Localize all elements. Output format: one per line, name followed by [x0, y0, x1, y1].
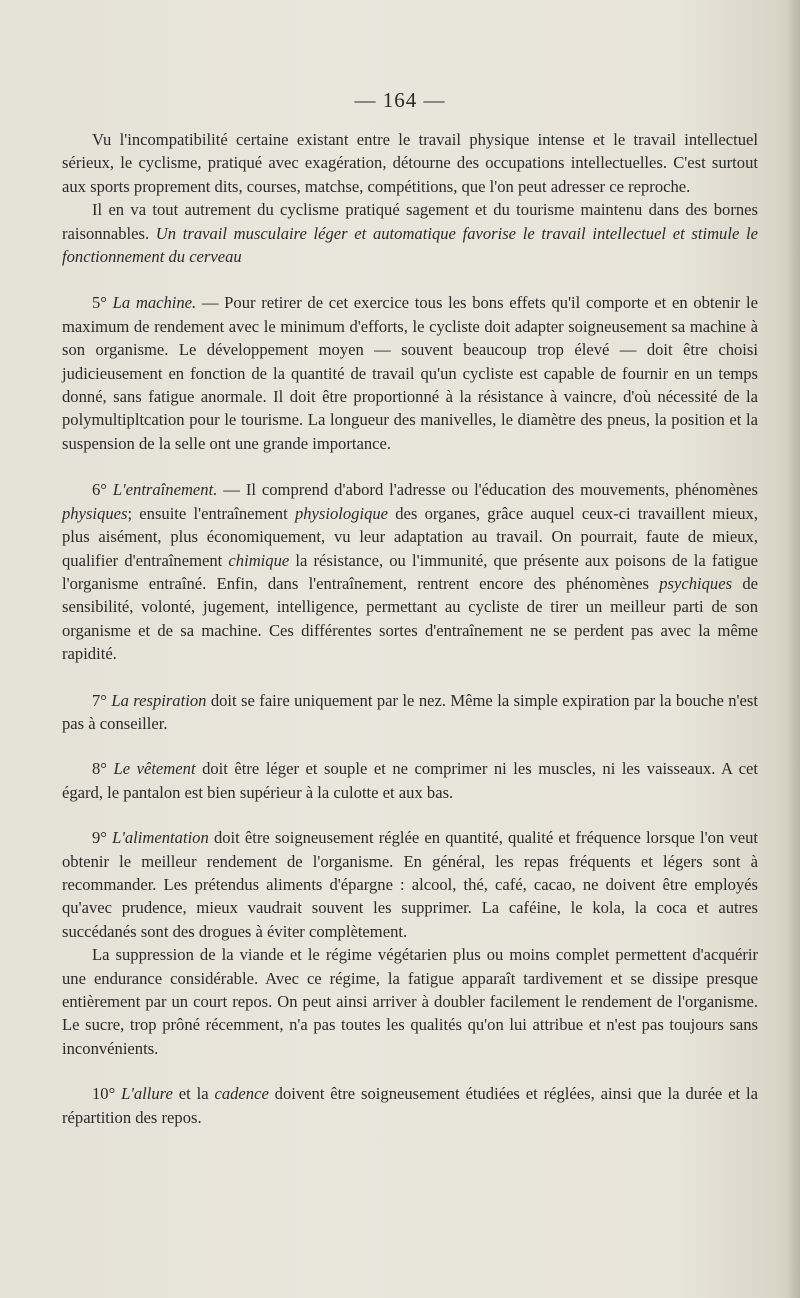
paragraph-tourisme	[62, 198, 758, 268]
page-edge-shadow	[786, 0, 800, 1298]
text-run: Vu l'incompatibilité certaine existant entre le travail physique intense et le travail intellectuel sérieux, le cyclisme, pratiqué avec exagération, détourne des occupations intellectuelles. C'est surtout aux sports proprement dits, courses, matchse, compétitions, que l'on peut adresser ce reproche.	[62, 130, 758, 196]
text-run: et la	[172, 1084, 215, 1104]
italic-text: chimique	[228, 550, 290, 570]
italic-text: La respiration	[111, 690, 207, 710]
text-run: — Pour retirer de cet exercice tous les bons effets qu'il comporte et en obtenir le maximum de rendement avec le minimum d'efforts, le cycliste doit adapter soigneusement sa machine à son organisme. Le développement moyen — souvent beaucoup trop élevé — doit être choisi judicieusement en fonction de la quantité de travail qu'un cycliste est capable de fournir en un temps donné, sans fatigue anormale. Il doit être proportionné à la résistance à vaincre, d'où nécessité de la polymultipltcation pour le tourisme. La longueur des manivelles, le diamètre des pneus, la position et la suspension de la selle ont une grande importance.	[62, 293, 758, 453]
text-run: 8°	[92, 759, 114, 779]
text-run: — Il comprend d'abord l'adresse ou l'éducation des mouvements, phénomènes	[217, 480, 758, 500]
italic-text: Un travail musculaire léger et automatique favorise le travail intellectuel et stimule le fonctionnement du cerveau	[62, 223, 758, 267]
paragraph-incompatibility	[62, 128, 758, 198]
text-run: 10°	[92, 1084, 122, 1104]
italic-text: physiques	[62, 503, 128, 523]
paragraph-respiration	[62, 689, 758, 736]
text-run: de sensibilité, volonté, jugement, intelligence, permettant au cycliste de tirer un meilleur parti de son organisme et de sa machine. Ces différentes sortes d'entraînement ne se perdent pas avec la même rapidité.	[62, 573, 758, 664]
paragraph-regime-vegetarien	[62, 943, 758, 1060]
italic-text: physiologique	[294, 503, 389, 523]
italic-text: cadence	[214, 1084, 269, 1104]
italic-text: L'entraînement.	[112, 480, 218, 500]
text-run: 9°	[92, 828, 113, 848]
paragraph-vetement	[62, 757, 758, 804]
text-run: 5°	[92, 293, 113, 313]
italic-text: psychiques	[659, 573, 733, 593]
text-run: 7°	[92, 690, 112, 710]
paragraph-alimentation	[62, 826, 758, 943]
text-run: doit être léger et souple et ne comprimer ni les muscles, ni les vaisseaux. A cet égard, le pantalon est bien supérieur à la culotte et aux bas.	[62, 759, 758, 802]
text-run: 6°	[92, 480, 113, 500]
italic-text: L'alimentation	[112, 828, 209, 848]
text-run: la résistance, ou l'immunité, que présente aux poisons de la fatigue l'organisme entraîné. Enfin, dans l'entraînement, rentrent encore des phénomènes	[62, 550, 759, 593]
text-run: Il en va tout autrement du cyclisme pratiqué sagement et du tourisme maintenu dans des bornes raisonnables.	[62, 200, 758, 243]
paragraph-machine	[62, 291, 758, 455]
text-run: ; ensuite l'entraînement	[127, 503, 295, 523]
page-number: — 164 —	[354, 88, 446, 112]
text-run: doit être soigneusement réglée en quantité, qualité et fréquence lorsque l'on veut obtenir le meilleur rendement de l'organisme. En général, les repas fréquents et légers sont à recommander. Les prétendus aliments d'épargne : alcool, thé, café, cacao, ne doivent être employés qu'avec prudence, mieux vaudrait souvent les supprimer. La caféine, le kola, la coca et autres succédanés sont des drogues à éviter complètement.	[62, 828, 758, 941]
italic-text: Le vêtement	[113, 759, 196, 779]
italic-text: L'allure	[121, 1084, 173, 1104]
paragraph-allure	[62, 1082, 758, 1129]
paragraph-entrainement	[62, 478, 758, 665]
text-run: doit se faire uniquement par le nez. Même la simple expiration par la bouche n'est pas à conseiller.	[62, 690, 758, 733]
text-run: des organes, grâce auquel ceux-ci travaillent mieux, plus aisément, plus économiquement, vu leur adaptation au travail. On pourrait, faute de mieux, qualifier d'entraînement	[62, 503, 758, 570]
body-text	[62, 128, 758, 1129]
text-run: doivent être soigneusement étudiées et réglées, ainsi que la durée et la répartition des repos.	[62, 1084, 758, 1127]
italic-text: La machine.	[112, 293, 197, 313]
text-run: La suppression de la viande et le régime végétarien plus ou moins complet permettent d'acquérir une endurance considérable. Avec ce régime, la fatigue apparaît tardivement et se dissipe presque entièrement par un court repos. On peut ainsi arriver à doubler facilement le rendement de l'organisme. Le sucre, trop prôné récemment, n'a pas toutes les qualités qu'on lui attribue et n'est pas toujours sans inconvénients.	[62, 945, 758, 1058]
